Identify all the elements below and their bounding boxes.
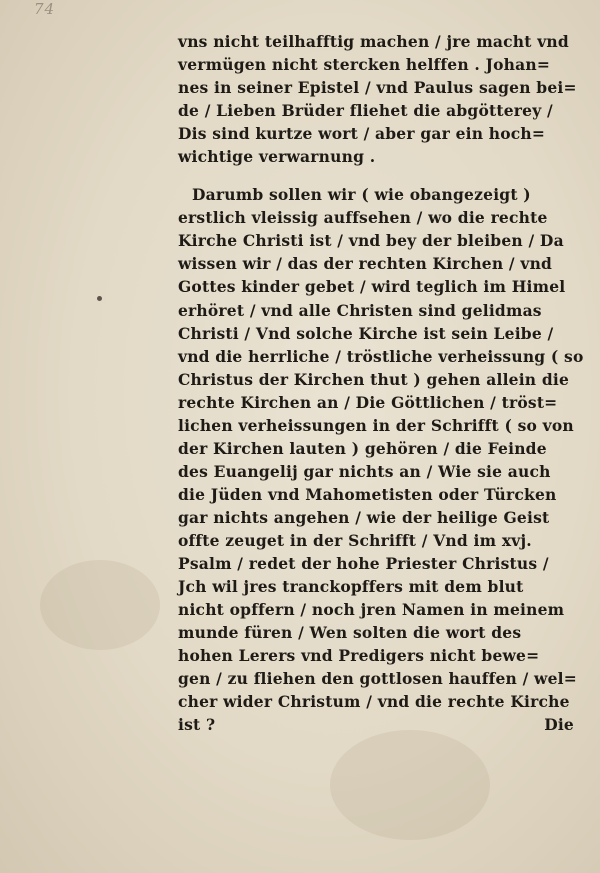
text-line: die Jüden vnd Mahometisten oder Türcken <box>178 484 557 504</box>
text-line: nes in seiner Epistel / vnd Paulus sagen bei= <box>178 78 577 98</box>
text-line: wichtige verwarnung . <box>178 147 376 167</box>
text-line: nicht opffern / noch jren Namen in meinem <box>178 600 565 620</box>
text-line: Darumb sollen wir ( wie obangezeigt ) <box>192 185 531 205</box>
text-line: lichen verheissungen in der Schrifft ( so von <box>178 415 574 435</box>
text-line: ist ? <box>178 715 216 735</box>
text-line: Jch wil jres tranckopffers mit dem blut <box>178 577 524 597</box>
text-line: wissen wir / das der rechten Kirchen / vnd <box>178 254 553 274</box>
text-line: rechte Kirchen an / Die Göttlichen / tröst= <box>178 392 558 412</box>
text-line: vns nicht teilhafftig machen / jre macht vnd <box>178 32 569 51</box>
ink-spot <box>97 296 102 301</box>
text-line: Psalm / redet der hohe Priester Christus / <box>178 554 549 574</box>
last-line-row <box>178 713 588 736</box>
text-line: Gottes kinder gebet / wird teglich im Himel <box>178 277 566 297</box>
text-line: cher wider Christum / vnd die rechte Kirche <box>178 692 570 712</box>
text-line: Kirche Christi ist / vnd bey der bleiben / Da <box>178 231 564 251</box>
paper-stain <box>330 730 490 840</box>
text-line: Christi / Vnd solche Kirche ist sein Leibe / <box>178 323 554 343</box>
text-line: Dis sind kurtze wort / aber gar ein hoch= <box>178 124 546 144</box>
text-line: erhöret / vnd alle Christen sind gelidmas <box>178 300 542 320</box>
text-line: gen / zu fliehen den gottlosen hauffen / wel= <box>178 669 577 689</box>
page-number: 74 <box>34 0 56 18</box>
text-line: erstlich vleissig auffsehen / wo die rechte <box>178 208 548 228</box>
text-line: Christus der Kirchen thut ) gehen allein die <box>178 369 570 389</box>
text-line: vermügen nicht stercken helffen . Johan= <box>178 55 551 75</box>
text-line: gar nichts angehen / wie der heilige Geist <box>178 507 550 527</box>
text-line: der Kirchen lauten ) gehören / die Feinde <box>178 438 547 458</box>
text-block <box>178 30 588 736</box>
text-line: hohen Lerers vnd Predigers nicht bewe= <box>178 646 540 666</box>
text-line: offte zeuget in der Schrifft / Vnd im xvj. <box>178 530 532 550</box>
text-line: vnd die herrliche / tröstliche verheissung ( so <box>178 346 584 366</box>
paper-stain <box>40 560 160 650</box>
paragraph-gap <box>178 168 588 183</box>
text-line: de / Lieben Brüder fliehet die abgötterey / <box>178 101 553 121</box>
text-line: des Euangelij gar nichts an / Wie sie auch <box>178 461 551 481</box>
catchword: Die <box>544 715 574 735</box>
text-line: munde füren / Wen solten die wort des <box>178 623 522 643</box>
